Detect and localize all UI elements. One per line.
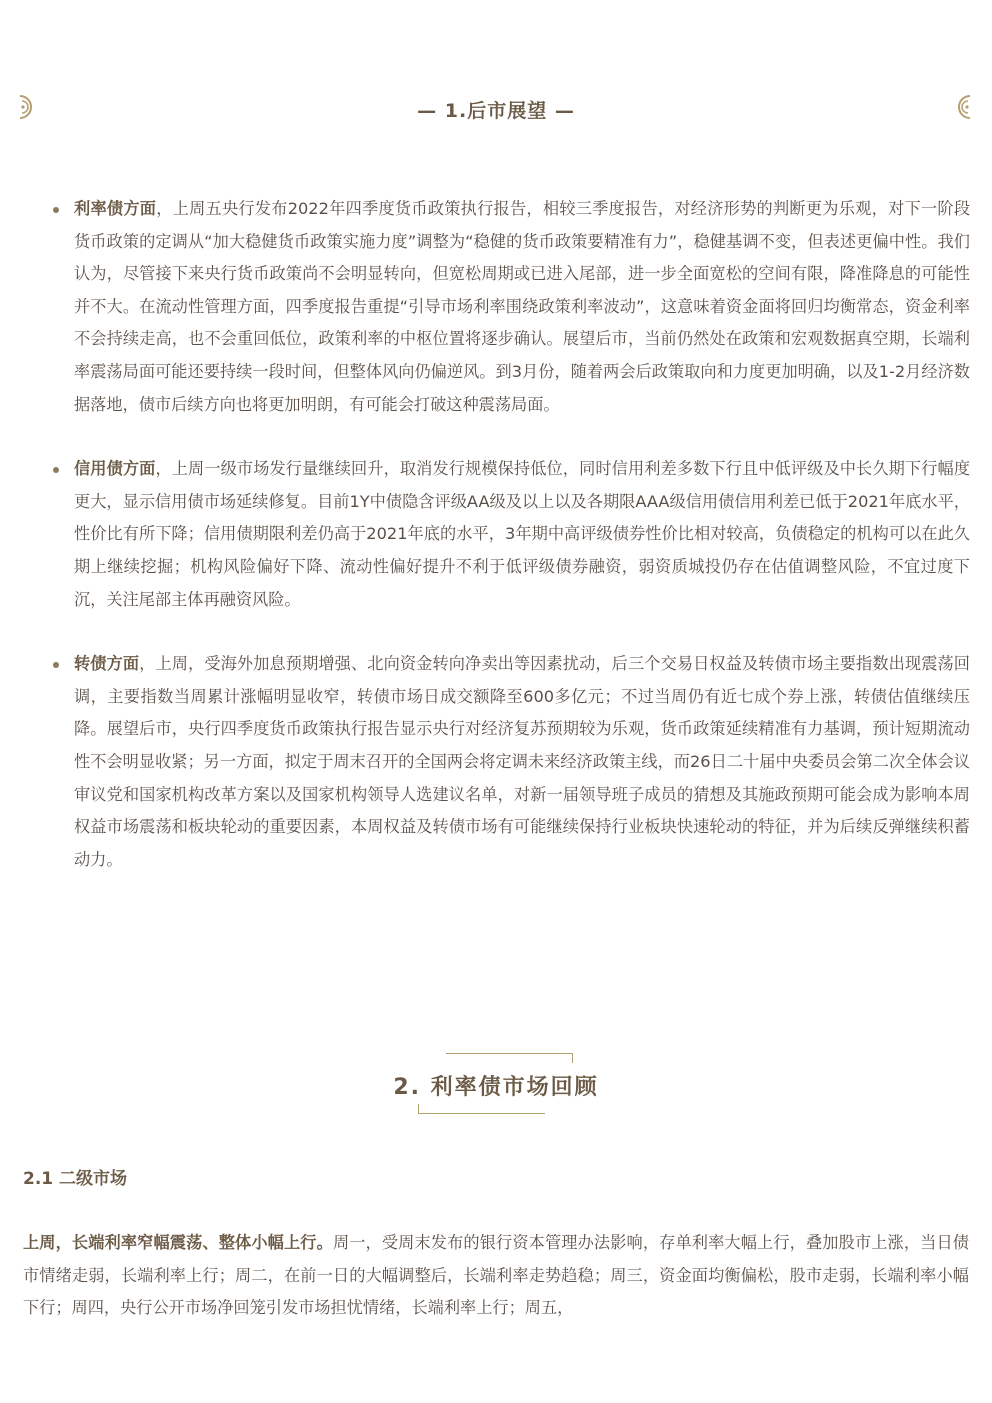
bullet-text: ，上周，受海外加息预期增强、北向资金转向净卖出等因素扰动，后三个交易日权益及转债市场主要指数出现震荡回调，主要指数当周累计涨幅明显收窄，转债市场日成交额降至600多亿元；不过当周仍有近七成个券上涨，转债估值继续压降。展望后市，央行四季度货币政策执行报告显示央行对经济复苏预期较为乐观，货币政策延续精准有力基调，预计短期流动性不会明显收紧；另一方面，拟定于周末召开的全国两会将定调未来经济政策主线，而26日二十届中央委员会第二次全体会议审议党和国家机构改革方案以及国家机构领导人选建议名单，对新一届领导班子成员的猜想及其施政预期可能会成为影响本周权益市场震荡和板块轮动的重要因素，本周权益及转债市场有可能继续保持行业板块快速轮动的特征，并为后续反弹继续积蓄动力。 bbox=[74, 654, 970, 869]
bullet-convertible bbox=[44, 648, 970, 876]
paragraph-text: 周一，受周末发布的银行资本管理办法影响，存单利率大幅上行，叠加股市上涨，当日债市情绪走弱，长端利率上行；周二，在前一日的大幅调整后，长端利率走势趋稳；周三，资金面均衡偏松，股市走弱，长端利率小幅下行；周四，央行公开市场净回笼引发市场担忧情绪，长端利率上行；周五， bbox=[23, 1233, 969, 1318]
bullet-lead: 信用债方面 bbox=[74, 459, 156, 479]
bullet-credit bbox=[44, 453, 970, 616]
bullet-text: ，上周一级市场发行量继续回升，取消发行规模保持低位，同时信用利差多数下行且中低评级及中长久期下行幅度更大，显示信用债市场延续修复。目前1Y中债隐含评级AA级及以上以及各期限AAA级信用债信用利差已低于2021年底水平，性价比有所下降；信用债期限利差仍高于2021年底的水平，3年期中高评级债券性价比相对较高，负债稳定的机构可以在此久期上继续挖掘；机构风险偏好下降、流动性偏好提升不利于低评级债券融资，弱资质城投仍存在估值调整风险，不宜过度下沉，关注尾部主体再融资风险。 bbox=[74, 459, 971, 609]
section-1-title: — 1.后市展望 — bbox=[417, 100, 575, 122]
subsection-heading: 2.1 二级市场 bbox=[23, 1169, 128, 1189]
bullet-rates bbox=[44, 193, 970, 421]
outlook-bullet-list bbox=[44, 193, 970, 908]
bullet-text: ，上周五央行发布2022年四季度货币政策执行报告，相较三季度报告，对经济形势的判断更为乐观，对下一阶段货币政策的定调从“加大稳健货币政策实施力度”调整为“稳健的货币政策要精准有力”，稳健基调不变，但表述更偏中性。我们认为，尽管接下来央行货币政策尚不会明显转向，但宽松周期或已进入尾部，进一步全面宽松的空间有限，降准降息的可能性并不大。在流动性管理方面，四季度报告重提“引导市场利率围绕政策利率波动”，这意味着资金面将回归均衡常态，资金利率不会持续走高，也不会重回低位，政策利率的中枢位置将逐步确认。展望后市，当前仍然处在政策和宏观数据真空期，长端利率震荡局面可能还要持续一段时间，但整体风向仍偏逆风。到3月份，随着两会后政策取向和力度更加明确，以及1-2月经济数据落地，债市后续方向也将更加明朗，有可能会打破这种震荡局面。 bbox=[74, 199, 971, 414]
market-review-paragraph bbox=[23, 1227, 969, 1325]
bullet-dot-icon bbox=[53, 662, 59, 668]
bullet-dot-icon bbox=[53, 207, 59, 213]
section-2-title: 2. 利率债市场回顾 bbox=[393, 1075, 599, 1100]
bullet-lead: 转债方面 bbox=[74, 654, 140, 674]
section-2-bottom-rule bbox=[418, 1104, 545, 1114]
bullet-lead: 利率债方面 bbox=[74, 199, 157, 218]
paragraph-lead: 上周，长端利率窄幅震荡、整体小幅上行。 bbox=[23, 1233, 333, 1252]
section-2-top-rule bbox=[446, 1053, 573, 1063]
bullet-dot-icon bbox=[53, 467, 59, 473]
